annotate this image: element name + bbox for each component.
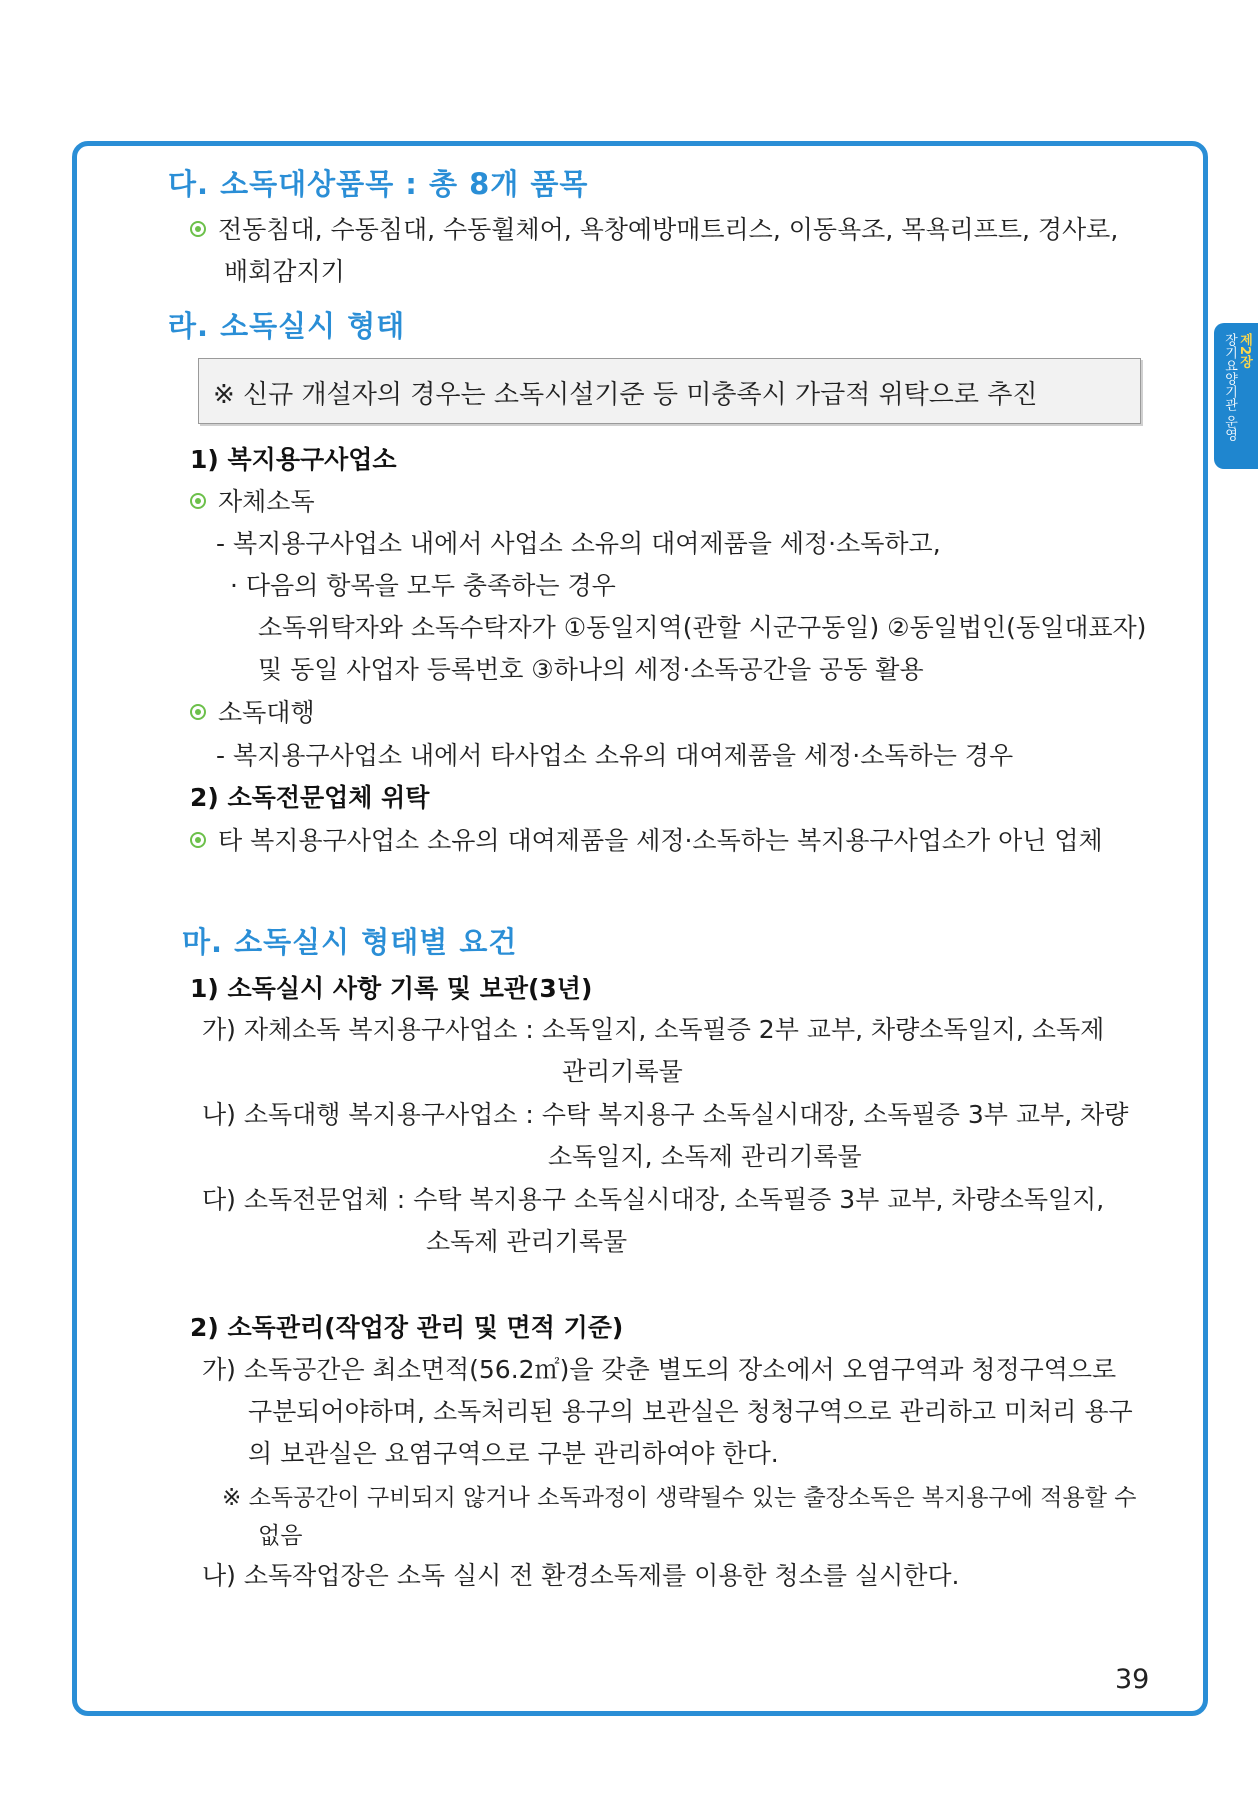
item-text: 타 복지용구사업소 소유의 대여제품을 세정·소독하는 복지용구사업소가 아닌 업체 xyxy=(218,826,1103,855)
item-text-cont: 의 보관실은 요염구역으로 구분 관리하여야 한다. xyxy=(248,1439,779,1468)
item-text-cont: 소독일지, 소독제 관리기록물 xyxy=(548,1142,862,1171)
note-text: ※ 소독공간이 구비되지 않거나 소독과정이 생략될수 있는 출장소독은 복지용구에 적용할 수 xyxy=(222,1485,1137,1511)
item-text: 및 동일 사업자 등록번호 ③하나의 세정·소독공간을 공동 활용 xyxy=(258,655,924,684)
list-item xyxy=(190,825,1103,857)
item-text: 가) 자체소독 복지용구사업소 : 소독일지, 소독필증 2부 교부, 차량소독일지, 소독제 xyxy=(202,1015,1105,1044)
note-text: ※ 신규 개설자의 경우는 소독시설기준 등 미충족시 가급적 위탁으로 추진 xyxy=(213,380,1038,410)
bullet-icon xyxy=(190,493,206,509)
bullet-icon xyxy=(190,221,206,237)
list-item xyxy=(190,486,315,518)
item-text-cont: 배회감지기 xyxy=(224,257,345,286)
page-number: 39 xyxy=(1115,1664,1150,1695)
subheading: 1) 복지용구사업소 xyxy=(190,445,397,474)
item-text: 나) 소독작업장은 소독 실시 전 환경소독제를 이용한 청소를 실시한다. xyxy=(202,1561,960,1590)
chapter-title: 장기요양기관 운영 xyxy=(1222,333,1237,442)
item-text: - 복지용구사업소 내에서 타사업소 소유의 대여제품을 세정·소독하는 경우 xyxy=(216,741,1014,770)
item-text: · 다음의 항목을 모두 충족하는 경우 xyxy=(230,571,616,600)
section-heading-da: 다. 소독대상품목 : 총 8개 품목 xyxy=(168,167,589,201)
subheading: 1) 소독실시 사항 기록 및 보관(3년) xyxy=(190,974,593,1003)
item-text-cont: 소독제 관리기록물 xyxy=(426,1227,628,1256)
list-item xyxy=(190,697,315,729)
subheading: 2) 소독전문업체 위탁 xyxy=(190,783,430,812)
item-text-cont: 관리기록물 xyxy=(562,1057,683,1086)
bullet-icon xyxy=(190,704,206,720)
item-text-cont: 구분되어야하며, 소독처리된 용구의 보관실은 청청구역으로 관리하고 미처리 용구 xyxy=(248,1397,1133,1426)
list-item xyxy=(190,214,1118,246)
item-text: 가) 소독공간은 최소면적(56.2㎡)을 갖춘 별도의 장소에서 오염구역과 청정구역으로 xyxy=(202,1355,1117,1384)
note-text-cont: 없음 xyxy=(258,1523,303,1549)
section-heading-ma: 마. 소독실시 형태별 요건 xyxy=(182,925,518,959)
chapter-side-tab xyxy=(1214,323,1258,469)
item-title: 소독대행 xyxy=(218,698,315,727)
item-text: 다) 소독전문업체 : 수탁 복지용구 소독실시대장, 소독필증 3부 교부, 차량소독일지, xyxy=(202,1185,1105,1214)
item-text: - 복지용구사업소 내에서 사업소 소유의 대여제품을 세정·소독하고, xyxy=(216,529,941,558)
item-text: 소독위탁자와 소독수탁자가 ①동일지역(관할 시군구동일) ②동일법인(동일대표자) xyxy=(258,613,1147,642)
chapter-number: 제2장 xyxy=(1237,333,1252,369)
section-heading-ra: 라. 소독실시 형태 xyxy=(168,309,406,343)
subheading: 2) 소독관리(작업장 관리 및 면적 기준) xyxy=(190,1313,624,1342)
bullet-icon xyxy=(190,832,206,848)
item-text: 전동침대, 수동침대, 수동휠체어, 욕창예방매트리스, 이동욕조, 목욕리프트, 경사로, xyxy=(218,215,1119,244)
item-title: 자체소독 xyxy=(218,487,315,516)
note-box xyxy=(198,358,1141,424)
item-text: 나) 소독대행 복지용구사업소 : 수탁 복지용구 소독실시대장, 소독필증 3부 교부, 차량 xyxy=(202,1100,1129,1129)
